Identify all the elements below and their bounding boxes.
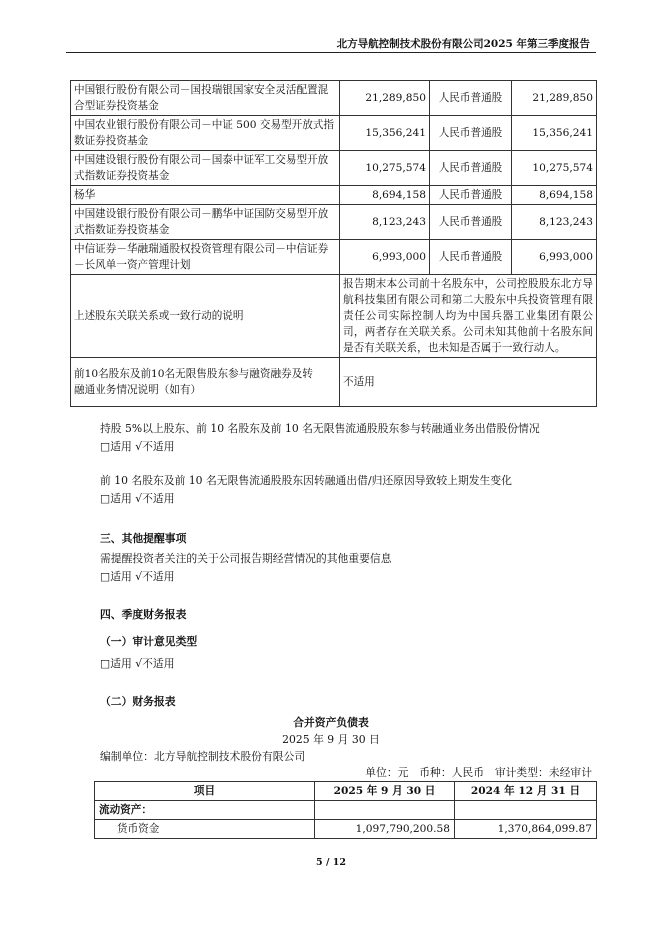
currency-unit: 单位：元 币种：人民币 审计类型：未经审计 (365, 766, 592, 779)
value-prior: 1,370,864,099.87 (455, 820, 597, 839)
table-header-row (95, 782, 597, 801)
value-current: 1,097,790,200.58 (315, 820, 455, 839)
page-header (66, 30, 596, 53)
audit-opinion-title: （一）审计意见类型 (100, 635, 198, 648)
table-row (71, 275, 597, 358)
related-label: 上述股东关联关系或一致行动的说明 (71, 275, 340, 358)
page-number: 5 / 12 (316, 857, 346, 868)
change-heading: 前 10 名股东及前 10 名无限售流通股股东因转融通出借/归还原因导致较上期发生变化 (100, 474, 512, 487)
share-quantity: 6,993,000 (512, 240, 597, 275)
balance-sheet-date: 2025 年 9 月 30 日 (282, 733, 380, 746)
table-row (95, 801, 597, 820)
related-text: 报告期末本公司前十名股东中，公司控股股东北方导航科技集团有限公司和第二大股东中兵投资管理有限责任公司实际控制人均为中国兵器工业集团有限公司，两者存在关联关系。公司未知其他前十名股东间是否有关联关系，也未知是否属于一致行动人。 (340, 275, 597, 358)
shares-held: 21,289,850 (340, 81, 430, 116)
balance-sheet-title: 合并资产负债表 (293, 716, 369, 729)
shares-held: 15,356,241 (340, 116, 430, 151)
table-row (71, 205, 597, 240)
item-label: 货币资金 (95, 820, 315, 839)
balance-sheet-table (94, 781, 597, 839)
change-option: □适用 √不适用 (100, 492, 175, 505)
share-quantity: 21,289,850 (512, 81, 597, 116)
column-header: 2024 年 12 月 31 日 (455, 782, 597, 801)
table-row (95, 820, 597, 839)
column-header: 2025 年 9 月 30 日 (315, 782, 455, 801)
share-type: 人民币普通股 (430, 151, 512, 186)
table-row (71, 186, 597, 205)
table-row (71, 151, 597, 186)
section-3-option: □适用 √不适用 (100, 570, 175, 583)
table-row (71, 240, 597, 275)
lending-option: □适用 √不适用 (100, 440, 175, 453)
empty-cell (455, 801, 597, 820)
share-type: 人民币普通股 (430, 116, 512, 151)
shareholder-name: 中国建设银行股份有限公司－国泰中证军工交易型开放式指数证券投资基金 (71, 151, 340, 186)
column-header: 项目 (95, 782, 315, 801)
shares-held: 8,123,243 (340, 205, 430, 240)
share-quantity: 8,123,243 (512, 205, 597, 240)
share-type: 人民币普通股 (430, 186, 512, 205)
shareholder-name: 中国建设银行股份有限公司－鹏华中证国防交易型开放式指数证券投资基金 (71, 205, 340, 240)
preparer-unit: 编制单位：北方导航控制技术股份有限公司 (100, 750, 306, 763)
shares-held: 8,694,158 (340, 186, 430, 205)
report-title: 北方导航控制技术股份有限公司2025 年第三季度报告 (336, 38, 590, 50)
share-type: 人民币普通股 (430, 81, 512, 116)
audit-opinion-option: □适用 √不适用 (100, 657, 175, 670)
lending-heading: 持股 5%以上股东、前 10 名股东及前 10 名无限售流通股股东参与转融通业务出借股份情况 (100, 422, 540, 435)
shareholder-name: 中信证券－华融瑞通股权投资管理有限公司－中信证券－长风单一资产管理计划 (71, 240, 340, 275)
shareholder-name: 中国银行股份有限公司－国投瑞银国家安全灵活配置混合型证券投资基金 (71, 81, 340, 116)
share-quantity: 10,275,574 (512, 151, 597, 186)
share-type: 人民币普通股 (430, 240, 512, 275)
share-type: 人民币普通股 (430, 205, 512, 240)
table-row (71, 116, 597, 151)
share-quantity: 15,356,241 (512, 116, 597, 151)
section-label: 流动资产： (95, 801, 315, 820)
shares-held: 6,993,000 (340, 240, 430, 275)
section-4-title: 四、季度财务报表 (100, 608, 187, 621)
table-row (71, 358, 597, 407)
margin-label: 前10名股东及前10名无限售股东参与融资融券及转融通业务情况说明（如有） (71, 358, 340, 407)
share-quantity: 8,694,158 (512, 186, 597, 205)
section-3-title: 三、其他提醒事项 (100, 532, 187, 545)
shareholder-table (70, 80, 597, 407)
margin-value: 不适用 (340, 358, 597, 407)
shareholder-name: 杨华 (71, 186, 340, 205)
shares-held: 10,275,574 (340, 151, 430, 186)
section-3-text: 需提醒投资者关注的关于公司报告期经营情况的其他重要信息 (100, 552, 392, 565)
financial-statements-title: （二）财务报表 (100, 695, 176, 708)
shareholder-name: 中国农业银行股份有限公司－中证 500 交易型开放式指数证券投资基金 (71, 116, 340, 151)
table-row (71, 81, 597, 116)
empty-cell (315, 801, 455, 820)
